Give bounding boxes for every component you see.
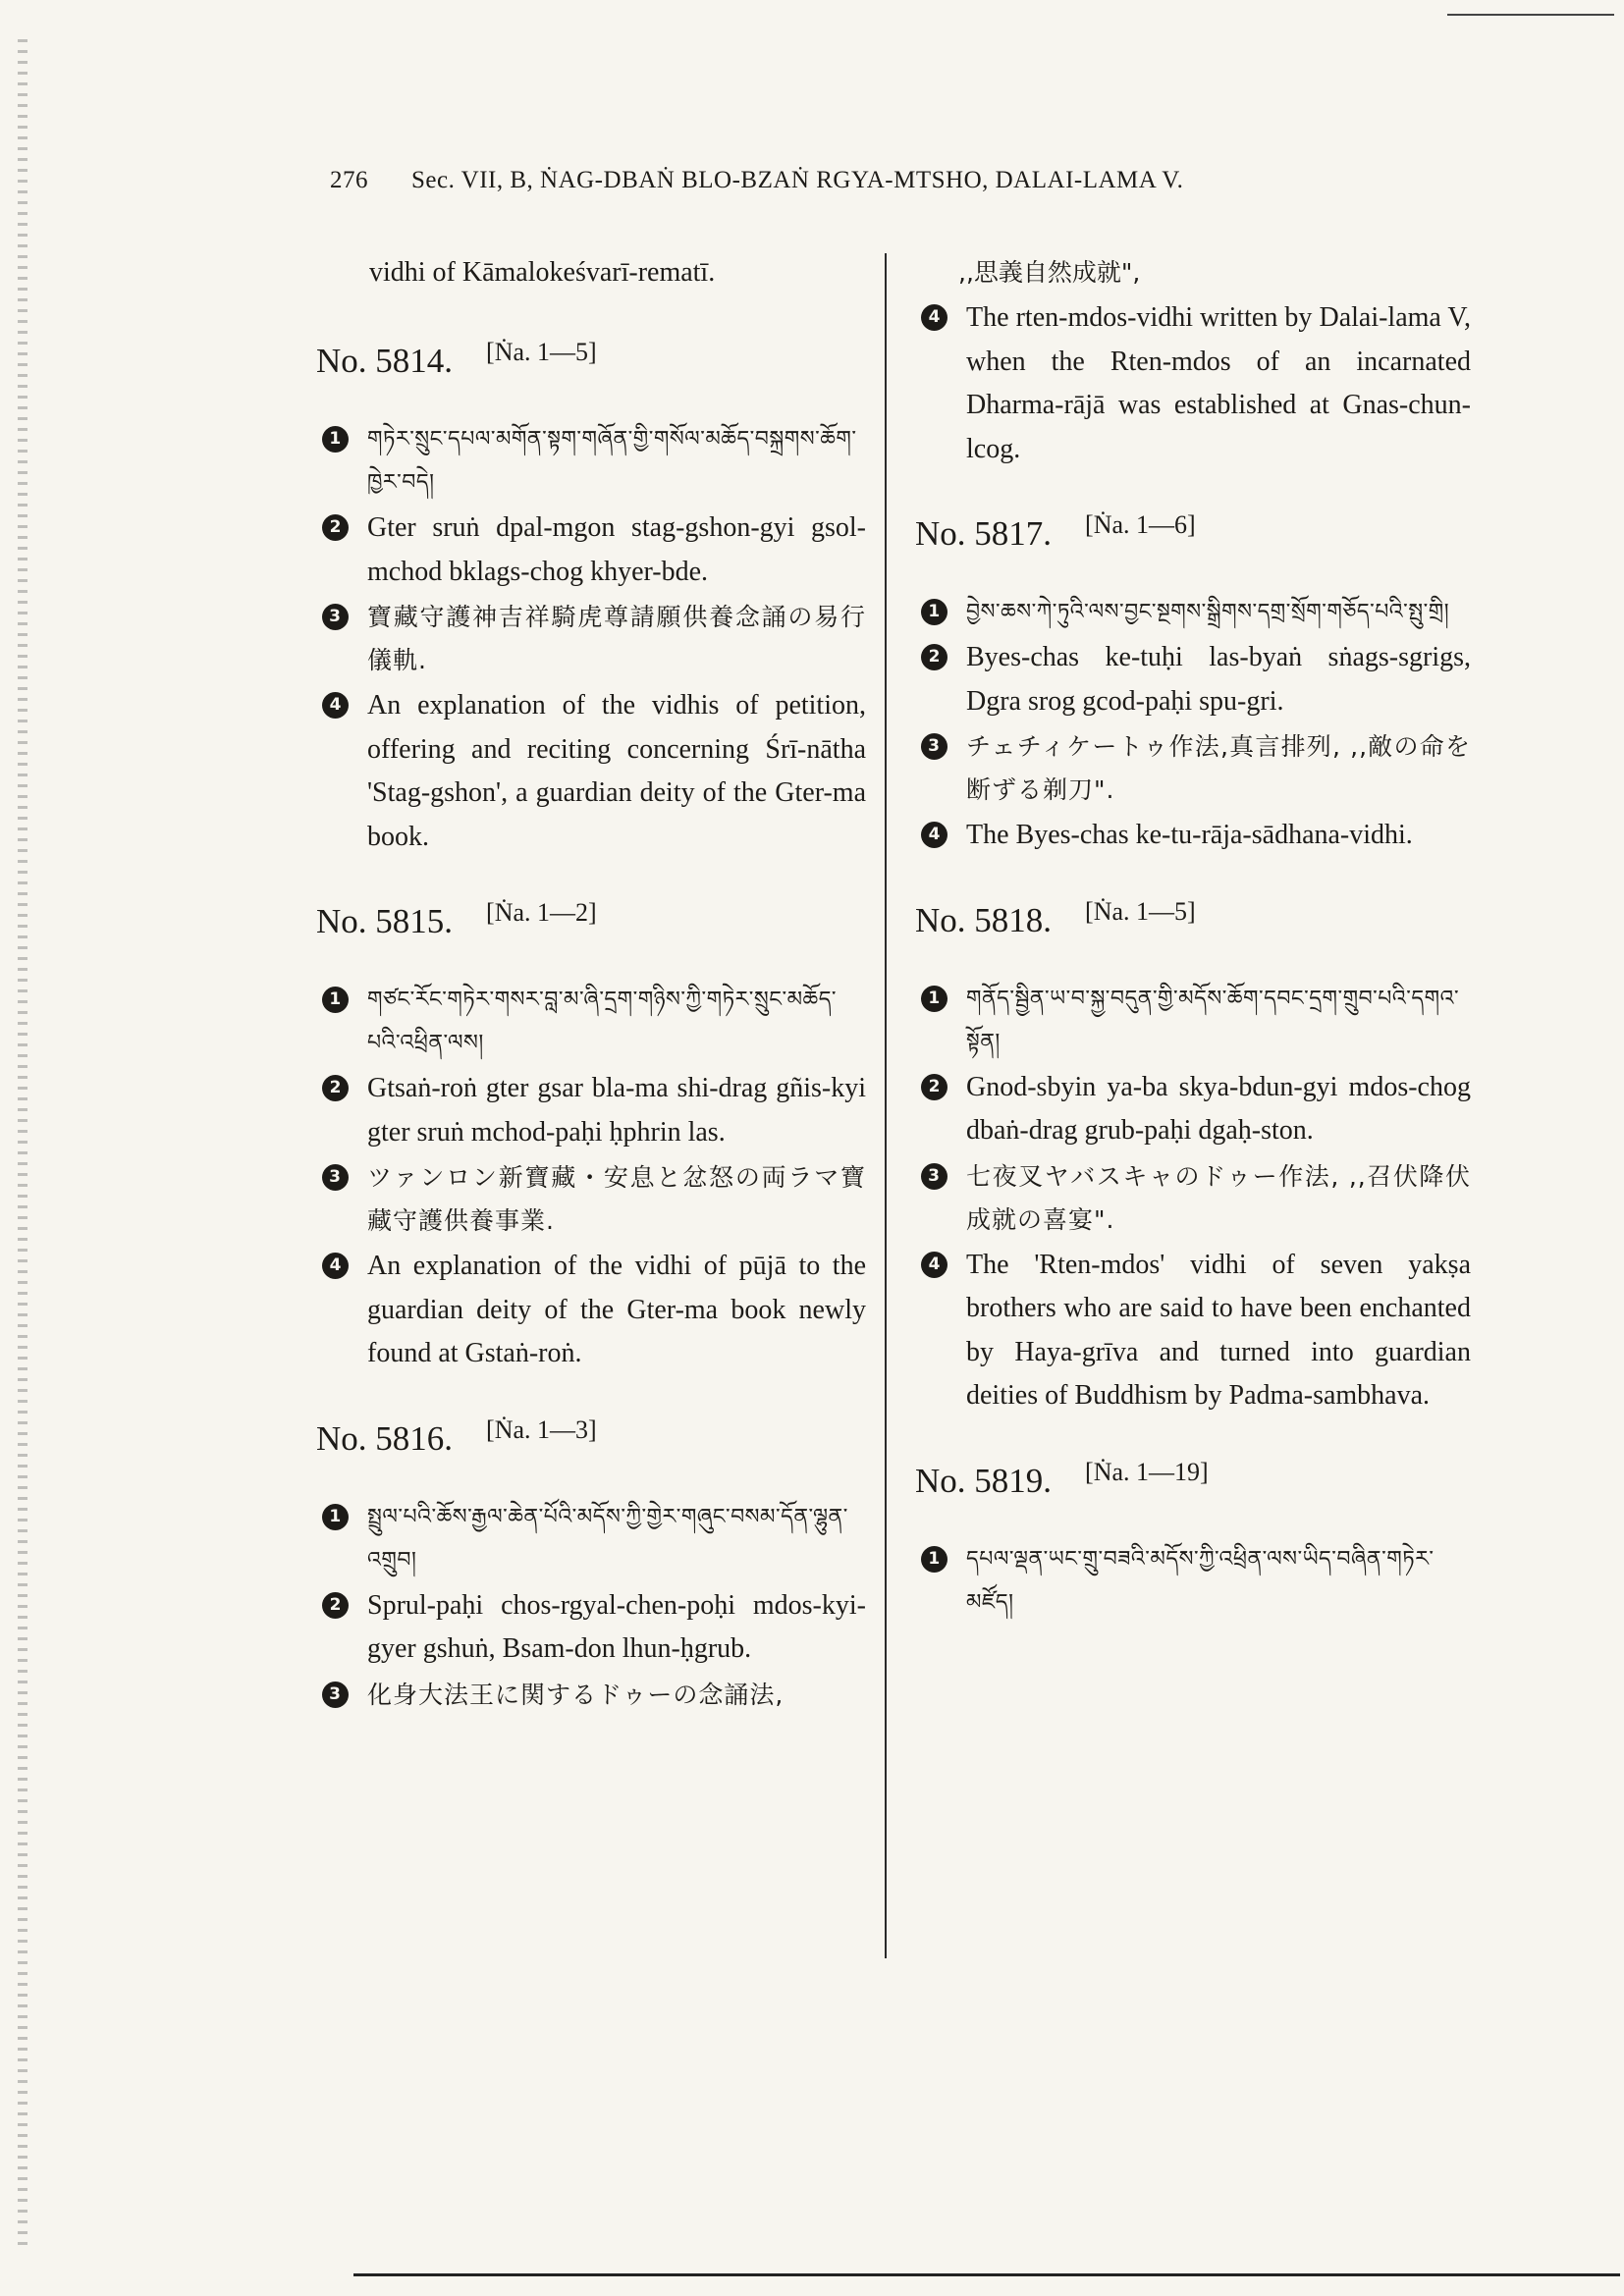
marker-3-icon: 3 bbox=[322, 1682, 349, 1708]
tibetan-title: 1 གཏེར་སྲུང་དཔལ་མགོན་སྟག་གཞོན་གྱི་གསོལ་མཆོད་བསྐྲགས་ཆོག་ཁྱེར་བདེ། bbox=[316, 418, 866, 505]
marker-1-icon: 1 bbox=[921, 986, 947, 1012]
entry-heading bbox=[915, 897, 1471, 940]
volume-reference: [Ṅa. 1—19] bbox=[1085, 1457, 1209, 1486]
transliteration: 2 Byes-chas ke-tuḥi las-byaṅ sṅags-sgrigs, Dgra srog gcod-paḥi spu-gri. bbox=[915, 636, 1471, 723]
entry-heading bbox=[316, 1415, 866, 1459]
entry-number: No. 5816. bbox=[316, 1418, 454, 1458]
marker-2-icon: 2 bbox=[322, 514, 349, 541]
bottom-edge-rule bbox=[353, 2273, 1620, 2276]
tibetan-title: 1 གནོད་སྦྱིན་ཡ་བ་སྐྱ་བདུན་གྱི་མདོས་ཆོག་དབང་དྲག་གྲུབ་པའི་དགའ་སྟོན། bbox=[915, 978, 1471, 1064]
marker-1-icon: 1 bbox=[322, 987, 349, 1013]
volume-reference: [Ṅa. 1—6] bbox=[1085, 510, 1196, 539]
marker-1-icon: 1 bbox=[921, 1546, 947, 1573]
catalog-entry bbox=[915, 897, 1471, 1418]
catalog-entry bbox=[316, 1415, 866, 1717]
marker-2-icon: 2 bbox=[322, 1075, 349, 1101]
marker-3-icon: 3 bbox=[921, 1163, 947, 1190]
top-edge-rule bbox=[1447, 14, 1614, 16]
volume-reference: [Ṅa. 1—5] bbox=[486, 338, 597, 366]
marker-4-icon: 4 bbox=[921, 1252, 947, 1278]
marker-2-icon: 2 bbox=[322, 1592, 349, 1619]
page-number: 276 bbox=[330, 167, 368, 193]
marker-1-icon: 1 bbox=[322, 426, 349, 453]
catalog-entry bbox=[316, 898, 866, 1376]
volume-reference: [Ṅa. 1—3] bbox=[486, 1415, 597, 1444]
transliteration: 2 Gtsaṅ-roṅ gter gsar bla-ma shi-drag gñis-kyi gter sruṅ mchod-paḥi ḥphrin las. bbox=[316, 1067, 866, 1154]
catalog-entry bbox=[316, 338, 866, 859]
japanese-title: 3 七夜叉ヤバスキャのドゥー作法, ,,召伏降伏成就の喜宴". bbox=[915, 1155, 1471, 1242]
marker-4-icon: 4 bbox=[322, 1253, 349, 1279]
english-explanation: 4 An explanation of the vidhi of pūjā to the guardian deity of the Gter-ma book newly found at Gstaṅ-roṅ. bbox=[316, 1245, 866, 1376]
tibetan-title: 1 བྱེས་ཆས་ཀེ་ཏུའི་ལས་བྱང་སྔགས་སྒྲིགས་དགྲ་སྲོག་གཅོད་པའི་སྤུ་གྲི། bbox=[915, 591, 1471, 634]
transliteration: 2 Gnod-sbyin ya-ba skya-bdun-gyi mdos-chog dbaṅ-drag grub-paḥi dgaḥ-ston. bbox=[915, 1066, 1471, 1153]
entry-heading bbox=[915, 510, 1471, 554]
marker-1-icon: 1 bbox=[322, 1504, 349, 1530]
japanese-title: 3 チェチィケートゥ作法,真言排列, ,,敵の命を断ずる剃刀". bbox=[915, 725, 1471, 812]
left-column bbox=[316, 251, 866, 1756]
running-title: Sec. VII, B, ṄAG-DBAṄ BLO-BZAṄ RGYA-MTSHO, DALAI-LAMA V. bbox=[411, 167, 1184, 193]
english-explanation: 4 The Byes-chas ke-tu-rāja-sādhana-vidhi. bbox=[915, 814, 1471, 858]
entry-heading bbox=[316, 898, 866, 941]
transliteration: 2 Gter sruṅ dpal-mgon stag-gshon-gyi gsol-mchod bklags-chog khyer-bde. bbox=[316, 507, 866, 594]
entry-number: No. 5817. bbox=[915, 514, 1053, 553]
japanese-title: 3 化身大法王に関するドゥーの念誦法, bbox=[316, 1674, 866, 1717]
catalog-entry bbox=[915, 510, 1471, 858]
japanese-title: 3 寶藏守護神吉祥騎虎尊請願供養念誦の易行儀軌. bbox=[316, 596, 866, 682]
entry-number: No. 5815. bbox=[316, 902, 454, 940]
running-header bbox=[330, 167, 1183, 194]
scan-edge-artifact bbox=[18, 39, 27, 2248]
entry-heading bbox=[316, 338, 866, 381]
continuation-text: vidhi of Kāmalokeśvarī-rematī. bbox=[369, 257, 716, 288]
entry-number: No. 5814. bbox=[316, 342, 454, 380]
marker-3-icon: 3 bbox=[921, 733, 947, 760]
japanese-title: 3 ツァンロン新寶藏・安息と忿怒の両ラマ寶藏守護供養事業. bbox=[316, 1156, 866, 1243]
continuation-english: 4 The rten-mdos-vidhi written by Dalai-lama V, when the Rten-mdos of an incarnated Dharma-rājā was established at Gnas-chun-lcog. bbox=[915, 296, 1471, 471]
volume-reference: [Ṅa. 1—2] bbox=[486, 898, 597, 927]
column-divider bbox=[885, 253, 887, 1958]
volume-reference: [Ṅa. 1—5] bbox=[1085, 896, 1196, 926]
tibetan-title: 1 གཙང་རོང་གཏེར་གསར་བླ་མ་ཞི་དྲག་གཉིས་ཀྱི་གཏེར་སྲུང་མཆོད་པའི་འཕྲིན་ལས། bbox=[316, 979, 866, 1065]
marker-1-icon: 1 bbox=[921, 599, 947, 625]
marker-3-icon: 3 bbox=[322, 604, 349, 630]
marker-4-icon: 4 bbox=[322, 692, 349, 719]
english-explanation: 4 An explanation of the vidhis of petition, offering and reciting concerning Śrī-nātha 'Stag-gshon', a guardian deity of the Gter-ma book. bbox=[316, 684, 866, 859]
transliteration: 2 Sprul-paḥi chos-rgyal-chen-poḥi mdos-kyi-gyer gshuṅ, Bsam-don lhun-ḥgrub. bbox=[316, 1584, 866, 1672]
marker-3-icon: 3 bbox=[322, 1164, 349, 1191]
marker-4-icon: 4 bbox=[921, 304, 947, 331]
entry-number: No. 5818. bbox=[915, 900, 1053, 939]
english-explanation: 4 The 'Rten-mdos' vidhi of seven yakṣa brothers who are said to have been enchanted by Haya-grīva and turned into guardian deities of Buddhism by Padma-sambhava. bbox=[915, 1244, 1471, 1418]
catalog-entry bbox=[915, 1458, 1471, 1625]
tibetan-title: 1 སྤྲུལ་པའི་ཆོས་རྒྱལ་ཆེན་པོའི་མདོས་ཀྱི་གྱེར་གཞུང་བསམ་དོན་ལྷུན་འགྲུབ། bbox=[316, 1496, 866, 1582]
continuation-japanese: ,,思義自然成就", bbox=[958, 258, 1141, 287]
entry-heading bbox=[915, 1458, 1471, 1501]
marker-4-icon: 4 bbox=[921, 822, 947, 848]
tibetan-title: 1 དཔལ་ལྡན་ཡང་གྲུ་བཟའི་མདོས་ཀྱི་འཕྲིན་ལས་ཡིད་བཞིན་གཏེར་མཛོད། bbox=[915, 1538, 1471, 1625]
marker-2-icon: 2 bbox=[921, 1074, 947, 1100]
marker-2-icon: 2 bbox=[921, 644, 947, 670]
entry-number: No. 5819. bbox=[915, 1461, 1053, 1500]
right-column bbox=[915, 251, 1471, 1664]
